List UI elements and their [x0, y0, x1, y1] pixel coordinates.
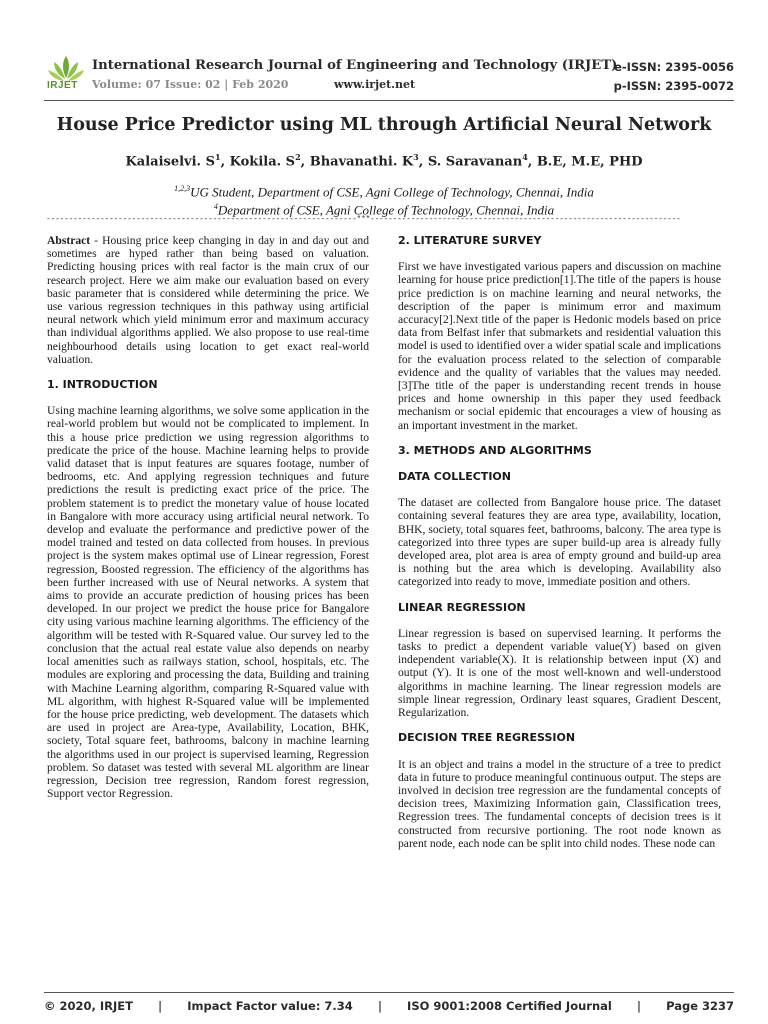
- author-3-sup: 3: [413, 152, 419, 162]
- page-footer: [44, 992, 734, 1018]
- author-list: Kalaiselvi. $S^1$, Kokila. $S^2$, Bhavanathi. $K^3$, S. Saravanan$^4$, B.E, M.E, PHD: [125, 152, 643, 170]
- author-1-sup: 1: [214, 152, 221, 162]
- section-separator: ---------------------------------------------------------------------***---------------------------------------------------------------------: [46, 215, 681, 224]
- author-4-degrees: , B.E, M.E, PHD: [527, 154, 643, 170]
- author-3: Bhavanathi. K: [309, 154, 414, 170]
- journal-header: [44, 50, 734, 98]
- right-column: [398, 234, 721, 862]
- decision-tree-text: It is an object and trains a model in the structure of a tree to predict data in future to produce meaningful continuous output. The steps are involved in decision tree regression are the fundamental concepts of decision trees, Maximizing Information gain, Classification trees, Regression trees. The fundamental concepts of decision trees is it constructed from recursive portioning. The root node known as parent node, each node can be split into child nodes. These node can: [398, 757, 721, 850]
- iso-certification: ISO 9001:2008 Certified Journal: [407, 999, 612, 1013]
- logo-text: IRJET: [47, 80, 78, 91]
- footer-separator: |: [158, 999, 163, 1013]
- affiliation-1-text: UG Student, Department of CSE, Agni College of Technology, Chennai, India: [190, 184, 594, 200]
- decision-tree-heading: DECISION TREE REGRESSION: [398, 731, 576, 745]
- abstract: [47, 234, 369, 366]
- copyright: © 2020, IRJET: [44, 999, 133, 1013]
- affiliation-1: [0, 184, 768, 200]
- impact-factor: Impact Factor value: 7.34: [187, 999, 353, 1013]
- page-number: Page 3237: [666, 999, 734, 1013]
- author-2: Kokila. S: [229, 154, 296, 170]
- footer-separator: |: [636, 999, 642, 1013]
- abstract-label: Abstract: [47, 234, 91, 247]
- linear-regression-heading: LINEAR REGRESSION: [398, 600, 526, 614]
- e-issn: e-ISSN: 2395-0056: [614, 60, 734, 74]
- footer-divider: [44, 992, 734, 993]
- introduction-heading: 1. INTRODUCTION: [47, 378, 158, 392]
- header-divider: [44, 100, 734, 101]
- affiliation-2-text: Department of CSE, Agni College of Technology, Chennai, India: [217, 202, 555, 218]
- author-4: S. Saravanan: [427, 154, 523, 170]
- journal-website[interactable]: www.irjet.net: [334, 78, 416, 91]
- introduction-text: Using machine learning algorithms, we solve some application in the real-world problem but would not be complicated to implement. In this a house price prediction we using regression algorithms to predicate the price of the house. Machine learning helps to provide valid dataset that is input features are squares footage, number of bedrooms, etc. And applying regression techniques and future predictions the result is predicting exact price of the price. The problem statement is to predict the monetary value of house located in Bangalore with more accuracy using artificial neural network. To develop and evaluate the performance and predictive power of the model trained and tested on data collected from houses. In previous project is the system makes optimal use of Linear regression, Forest regression, Boosted regression. The efficiency of the algorithms has been further increased with use of Neural networks. A system that aims to provide an accurate prediction of housing prices has been developed. In our project we predict the house price for Bangalore city using various machine learning algorithms. The efficiency of the algorithm will be tested with R-Squared value. Our survey led to the conclusion that the actual real estate value also depends on nearby local amenities such as railways station, school, hospitals, etc. The modules are exploring and processing the data, Building and training with Machine Learning algorithm, comparing R-Squared value with ML algorithm, with highest R-Squared value will be implemented for the house price predicting, web development. The datasets which are used in project are Area-type, Availability, Location, BHK, society, Total square feet, bathrooms, balcony in machine learning the algorithms used in our project is supervised learning, Regression problem. So dataset was tested with several ML algorithm are linear regression, Decision tree regression, Random forest regression, Support vector Regression.: [47, 404, 369, 801]
- author-4-sup: 4: [522, 152, 528, 162]
- journal-name: International Research Journal of Engineering and Technology (IRJET): [92, 58, 618, 73]
- affiliation-2-sup: 4: [213, 202, 218, 211]
- data-collection-heading: DATA COLLECTION: [398, 470, 511, 484]
- abstract-text: - Housing price keep changing in day in and day out and sometimes are hyped rather than being based on valuation. Predicting housing prices with real factor is the main crux of our research project. Here we aim make our evaluation based on every basic parameter that is considered while determining the price. We use various regression techniques in this pathway using artificial neural network which yield minimum error and maximum accuracy than individual algorithms applied. We also propose to use real-time neighbourhood details using location to get exact real-world valuation.: [47, 234, 369, 366]
- affiliation-1-sup: 1,2,3: [174, 184, 191, 193]
- data-collection-text: The dataset are collected from Bangalore house price. The dataset containing several features they are area type, availability, location, BHK, society, total squares feet, bathrooms, balcony. The area type is categorized into three types are super build-up area is already fully developed area, plot area is area of empty ground and build-up area is nothing but the area which is developing. Availability also categorized into ready to move, immediate position and others.: [398, 496, 721, 589]
- footer-separator: |: [377, 999, 383, 1013]
- methods-heading: 3. METHODS AND ALGORITHMS: [398, 443, 592, 457]
- author-2-sup: 2: [295, 152, 301, 162]
- linear-regression-text: Linear regression is based on supervised learning. It performs the tasks to predict a dependent variable value(Y) based on given independent variable(X). It is relationship between input (X) and output (Y). It is one of the most well-known and well-understood algorithms in machine learning. The linear regression models are simple linear regression, Ordinary least squares, Gradient Descent, Regularization.: [398, 626, 721, 720]
- author-1: Kalaiselvi. S: [125, 154, 215, 170]
- literature-text: First we have investigated various papers and discussion on machine learning for house price prediction[1].The title of the papers is house price prediction is on machine learning and neural networks, the description of the paper is minimum error and maximum accuracy[2].Next title of the paper is Hedonic models based on price data from Belfast infer that submarkets and residential valuation this model is used to identified over a wider spatial scale and implications for the evaluation process related to the selection of comparable evidence and the quality of variables that the values may needed.[3]The title of the paper is understanding recent trends in house prices and home ownership in this paper they used feedback mechanism or social epidemic that encourages a view of housing as an important investment in the market.: [398, 260, 721, 432]
- p-issn: p-ISSN: 2395-0072: [613, 79, 734, 93]
- paper-title: House Price Predictor using ML through Artificial Neural Network: [56, 115, 712, 135]
- literature-heading: 2. LITERATURE SURVEY: [398, 234, 542, 247]
- volume-issue: Volume: 07 Issue: 02 | Feb 2020: [92, 78, 289, 91]
- left-column: [47, 234, 369, 812]
